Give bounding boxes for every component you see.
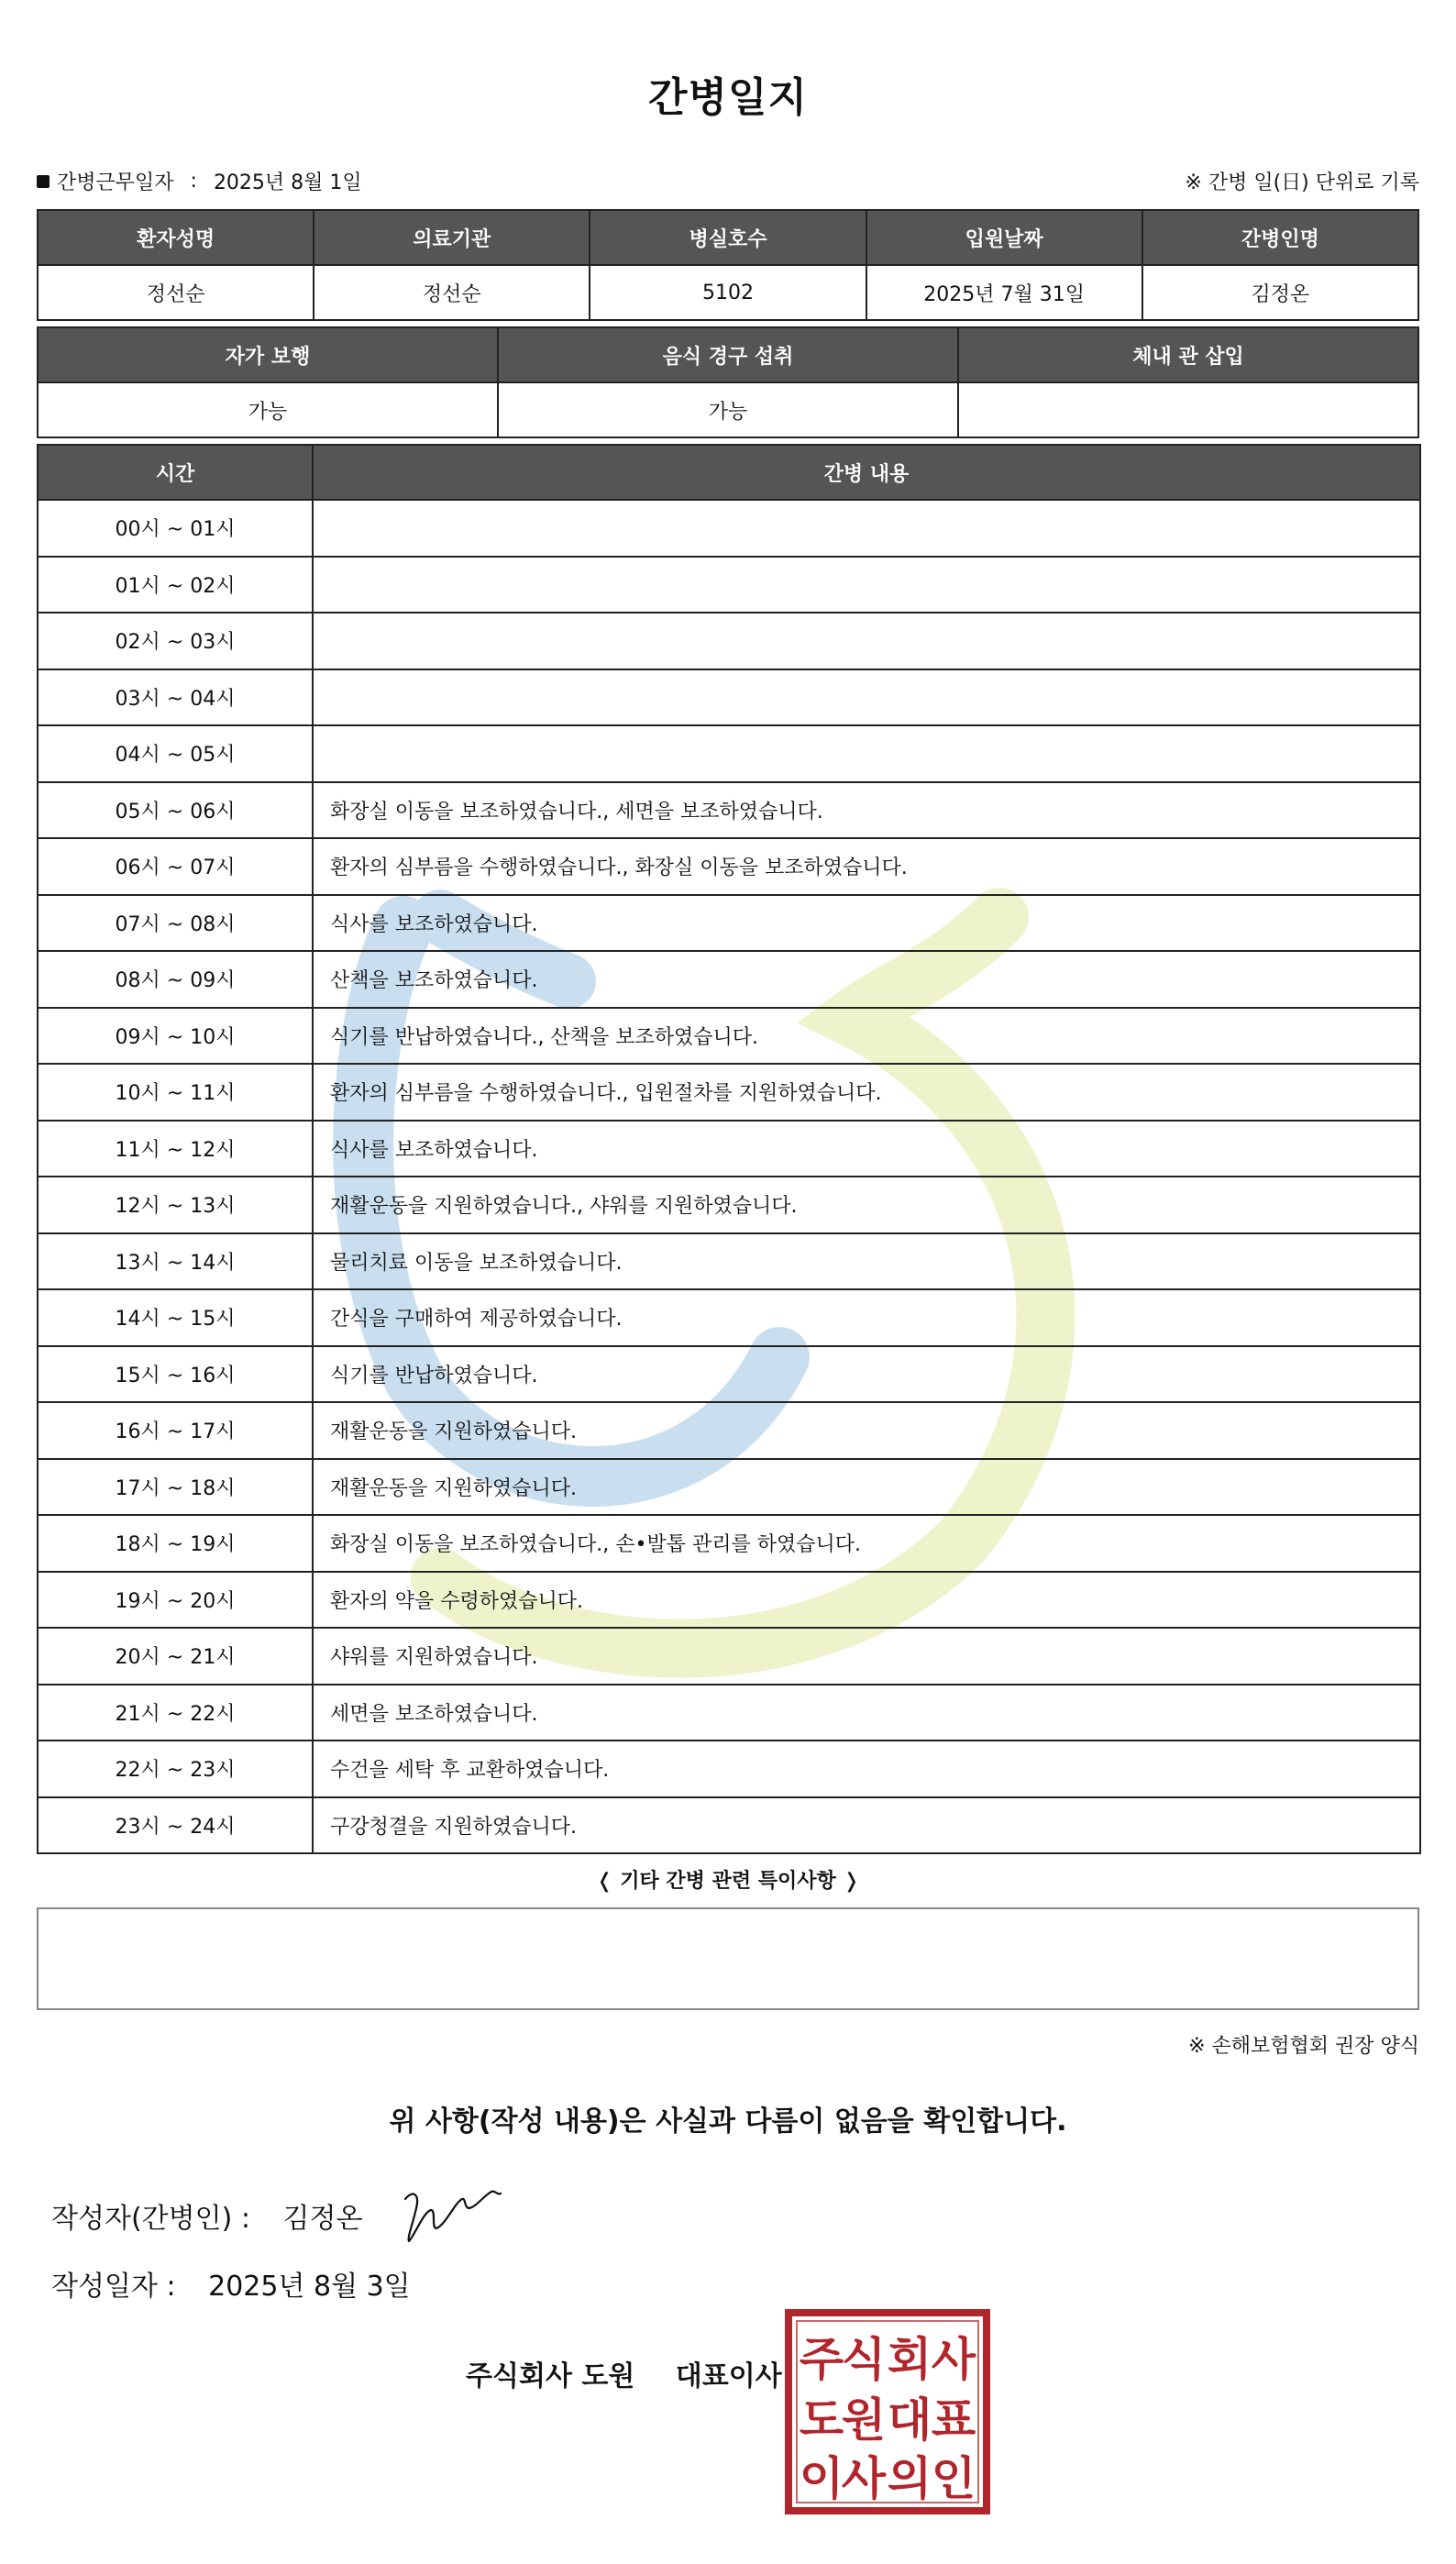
patient-header-row — [38, 210, 1418, 265]
company-name: 주식회사 도원 — [466, 2360, 635, 2393]
oral-intake: 가능 — [498, 382, 958, 437]
admission-date: 2025년 7월 31일 — [866, 265, 1142, 320]
writer-line — [51, 2195, 362, 2236]
log-row — [38, 1289, 1420, 1346]
log-row — [38, 895, 1420, 952]
log-time: 07시 ~ 08시 — [38, 895, 313, 952]
log-content: 식기를 반납하였습니다. — [313, 1346, 1420, 1403]
log-row — [38, 613, 1420, 669]
hospital: 정선순 — [314, 265, 590, 320]
log-time: 17시 ~ 18시 — [38, 1459, 313, 1516]
log-time: 06시 ~ 07시 — [38, 838, 313, 895]
log-time: 16시 ~ 17시 — [38, 1402, 313, 1459]
log-content: 환자의 약을 수령하였습니다. — [313, 1572, 1420, 1629]
header-room-number: 병실호수 — [590, 210, 866, 265]
status-header-row — [38, 327, 1418, 382]
log-content: 환자의 심부름을 수행하였습니다., 입원절차를 지원하였습니다. — [313, 1064, 1420, 1121]
log-time: 21시 ~ 22시 — [38, 1685, 313, 1741]
log-content: 샤워를 지원하였습니다. — [313, 1628, 1420, 1685]
log-content: 재활운동을 지원하였습니다., 샤워를 지원하였습니다. — [313, 1177, 1420, 1233]
log-row — [38, 782, 1420, 839]
log-content — [313, 613, 1420, 669]
log-time: 14시 ~ 15시 — [38, 1289, 313, 1346]
confirmation-statement: 위 사항(작성 내용)은 사실과 다름이 없음을 확인합니다. — [389, 2105, 1067, 2138]
log-content: 수건을 세탁 후 교환하였습니다. — [313, 1741, 1420, 1797]
writer-name: 김정온 — [282, 2203, 363, 2235]
log-row — [38, 500, 1420, 557]
hourly-care-log-table — [37, 444, 1421, 1854]
log-time: 01시 ~ 02시 — [38, 557, 313, 613]
patient-status-table — [37, 326, 1419, 438]
log-content: 식사를 보조하였습니다. — [313, 1121, 1420, 1177]
header-caregiver-name: 간병인명 — [1142, 210, 1418, 265]
written-date-label: 작성일자 : — [51, 2271, 176, 2303]
work-date — [37, 167, 362, 195]
log-content — [313, 725, 1420, 782]
signature-image — [400, 2172, 510, 2254]
log-time: 11시 ~ 12시 — [38, 1121, 313, 1177]
log-time: 04시 ~ 05시 — [38, 725, 313, 782]
log-time: 19시 ~ 20시 — [38, 1572, 313, 1629]
header-hospital: 의료기관 — [314, 210, 590, 265]
bullet-square-icon — [37, 175, 50, 188]
log-content: 환자의 심부름을 수행하였습니다., 화장실 이동을 보조하였습니다. — [313, 838, 1420, 895]
log-row — [38, 557, 1420, 613]
work-date-separator: : — [190, 170, 197, 193]
log-row — [38, 1121, 1420, 1177]
header-self-walking: 자가 보행 — [38, 327, 498, 382]
svg-text:회: 회 — [887, 2333, 932, 2386]
log-row — [38, 1233, 1420, 1290]
log-time: 23시 ~ 24시 — [38, 1797, 313, 1854]
notes-content — [39, 1909, 1417, 1935]
log-row — [38, 669, 1420, 726]
log-time: 09시 ~ 10시 — [38, 1008, 313, 1065]
svg-text:원: 원 — [841, 2393, 887, 2447]
work-date-label: 간병근무일자 — [57, 171, 174, 194]
room-number: 5102 — [590, 265, 866, 320]
representative-title: 대표이사 — [675, 2360, 782, 2393]
log-content — [313, 557, 1420, 613]
log-content: 산책을 보조하였습니다. — [313, 951, 1420, 1008]
caregiver-name: 김정온 — [1142, 265, 1418, 320]
svg-text:이: 이 — [799, 2452, 844, 2505]
recommended-form-note: ※ 손해보험협회 권장 양식 — [1188, 2035, 1419, 2058]
patient-value-row — [38, 265, 1418, 320]
header-oral-intake: 음식 경구 섭취 — [498, 327, 958, 382]
written-date-value: 2025년 8월 3일 — [208, 2271, 411, 2303]
log-content: 물리치료 이동을 보조하였습니다. — [313, 1233, 1420, 1290]
log-content — [313, 669, 1420, 726]
log-content: 재활운동을 지원하였습니다. — [313, 1459, 1420, 1516]
log-content: 식사를 보조하였습니다. — [313, 895, 1420, 952]
log-row — [38, 1459, 1420, 1516]
log-time: 08시 ~ 09시 — [38, 951, 313, 1008]
page-title: 간병일지 — [647, 74, 808, 121]
log-row — [38, 838, 1420, 895]
svg-text:도: 도 — [799, 2393, 844, 2447]
log-body — [38, 500, 1420, 1853]
tube-insertion — [958, 382, 1418, 437]
log-row — [38, 1685, 1420, 1741]
work-date-value: 2025년 8월 1일 — [213, 171, 362, 194]
svg-text:주: 주 — [799, 2333, 844, 2386]
svg-text:의: 의 — [887, 2452, 932, 2505]
header-care-content: 간병 내용 — [313, 445, 1420, 500]
log-time: 22시 ~ 23시 — [38, 1741, 313, 1797]
company-line — [466, 2353, 782, 2393]
svg-text:사: 사 — [841, 2452, 887, 2505]
log-content: 간식을 구매하여 제공하였습니다. — [313, 1289, 1420, 1346]
writer-label: 작성자(간병인) : — [51, 2203, 250, 2235]
log-row — [38, 1064, 1420, 1121]
log-row — [38, 725, 1420, 782]
written-date-line — [51, 2263, 411, 2304]
log-time: 03시 ~ 04시 — [38, 669, 313, 726]
log-time: 10시 ~ 11시 — [38, 1064, 313, 1121]
svg-text:식: 식 — [841, 2333, 887, 2386]
unit-note: ※ 간병 일(日) 단위로 기록 — [1185, 171, 1419, 194]
log-row — [38, 1797, 1420, 1854]
log-content: 구강청결을 지원하였습니다. — [313, 1797, 1420, 1854]
log-row — [38, 1008, 1420, 1065]
log-time: 02시 ~ 03시 — [38, 613, 313, 669]
svg-text:인: 인 — [931, 2452, 976, 2505]
svg-text:대: 대 — [887, 2393, 932, 2447]
log-content: 화장실 이동을 보조하였습니다., 세면을 보조하였습니다. — [313, 782, 1420, 839]
svg-text:사: 사 — [931, 2333, 976, 2386]
log-row — [38, 1402, 1420, 1459]
svg-text:표: 표 — [931, 2393, 976, 2447]
header-patient-name: 환자성명 — [38, 210, 314, 265]
log-time: 13시 ~ 14시 — [38, 1233, 313, 1290]
log-content: 식기를 반납하였습니다., 산책을 보조하였습니다. — [313, 1008, 1420, 1065]
log-time: 20시 ~ 21시 — [38, 1628, 313, 1685]
company-seal-stamp — [785, 2309, 990, 2514]
notes-box — [37, 1907, 1419, 2010]
header-admission-date: 입원날짜 — [866, 210, 1142, 265]
log-time: 05시 ~ 06시 — [38, 782, 313, 839]
log-content: 화장실 이동을 보조하였습니다., 손•발톱 관리를 하였습니다. — [313, 1515, 1420, 1572]
log-content: 재활운동을 지원하였습니다. — [313, 1402, 1420, 1459]
log-content: 세면을 보조하였습니다. — [313, 1685, 1420, 1741]
patient-name: 정선순 — [38, 265, 314, 320]
log-time: 18시 ~ 19시 — [38, 1515, 313, 1572]
log-content — [313, 500, 1420, 557]
status-value-row — [38, 382, 1418, 437]
log-header-row — [38, 445, 1420, 500]
log-row — [38, 1177, 1420, 1233]
header-time: 시간 — [38, 445, 313, 500]
log-row — [38, 1572, 1420, 1629]
notes-title: ❬ 기타 간병 관련 특이사항 ❭ — [596, 1870, 860, 1893]
self-walking: 가능 — [38, 382, 498, 437]
log-time: 00시 ~ 01시 — [38, 500, 313, 557]
log-time: 15시 ~ 16시 — [38, 1346, 313, 1403]
log-row — [38, 1346, 1420, 1403]
log-time: 12시 ~ 13시 — [38, 1177, 313, 1233]
log-row — [38, 1628, 1420, 1685]
patient-info-table — [37, 209, 1419, 321]
log-row — [38, 951, 1420, 1008]
log-row — [38, 1515, 1420, 1572]
log-row — [38, 1741, 1420, 1797]
header-tube-insertion: 체내 관 삽입 — [958, 327, 1418, 382]
